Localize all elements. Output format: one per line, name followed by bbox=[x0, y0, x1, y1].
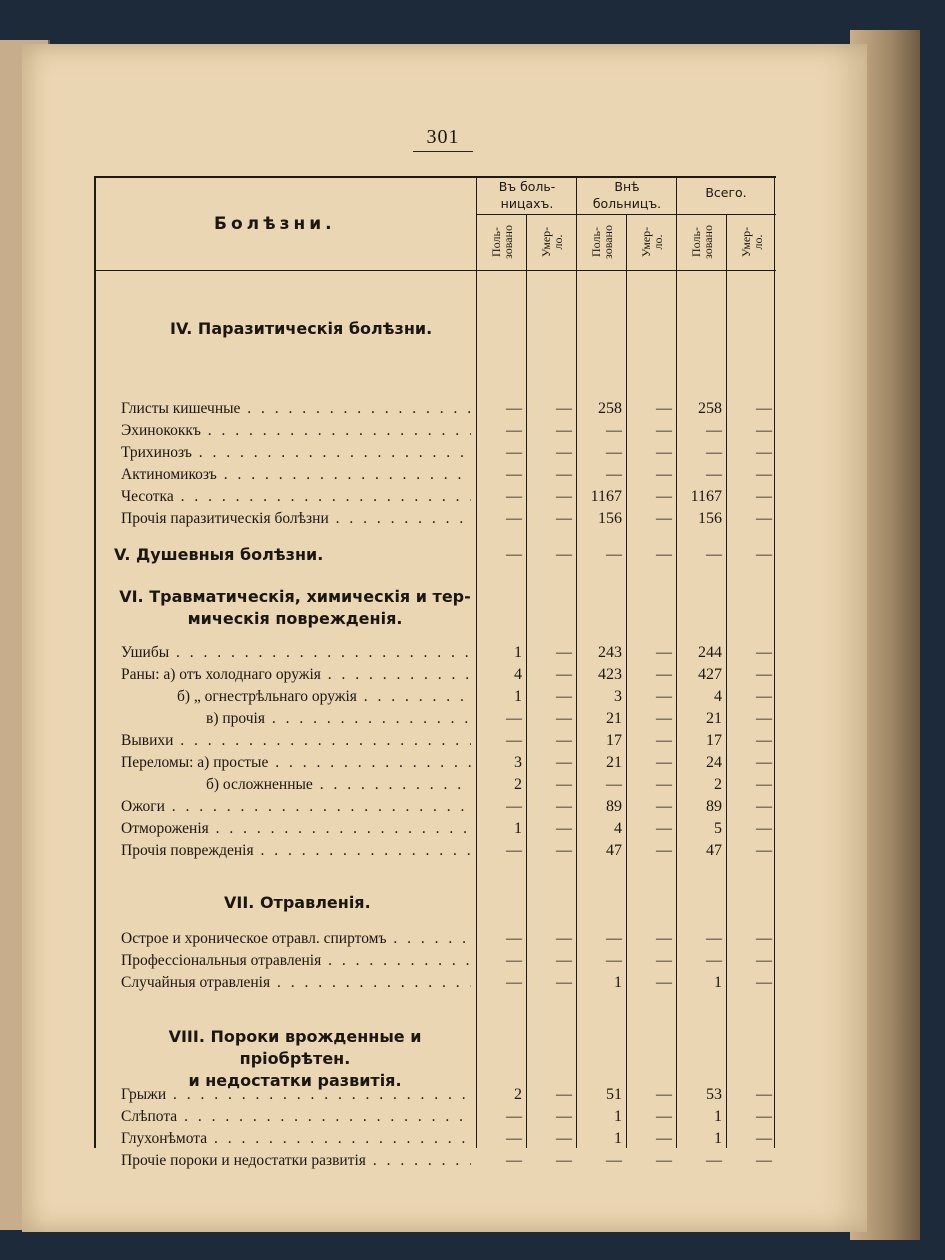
value-cell: — bbox=[556, 644, 572, 661]
value-cell: — bbox=[556, 1130, 572, 1147]
disease-label: Случайныя отравленія . . . bbox=[121, 972, 471, 994]
table-row bbox=[94, 950, 776, 972]
value-cell: 1 bbox=[614, 974, 622, 991]
value-cell: — bbox=[706, 546, 722, 563]
disease-label: Прочіе пороки и недостатки развитія . . . bbox=[121, 1150, 471, 1172]
page-number: 301 bbox=[413, 126, 473, 152]
value-cell: — bbox=[506, 546, 522, 563]
value-cell: — bbox=[506, 1130, 522, 1147]
value-cell: 89 bbox=[706, 798, 722, 815]
value-cell: — bbox=[756, 546, 772, 563]
value-cell: — bbox=[756, 644, 772, 661]
value-cell: 1 bbox=[714, 1108, 722, 1125]
disease-label: Эхинококкъ . . . bbox=[121, 420, 471, 442]
value-cell: — bbox=[556, 798, 572, 815]
value-cell: — bbox=[656, 422, 672, 439]
value-cell: — bbox=[556, 776, 572, 793]
table-row bbox=[94, 972, 776, 994]
value-cell: — bbox=[756, 422, 772, 439]
value-cell: — bbox=[606, 1152, 622, 1169]
disease-label: б) „ огнестрѣльнаго оружія . . . bbox=[177, 686, 471, 708]
disease-label: Ожоги . . . bbox=[121, 796, 471, 818]
value-cell: — bbox=[756, 842, 772, 859]
value-cell: 423 bbox=[598, 666, 622, 683]
value-cell: — bbox=[556, 466, 572, 483]
value-cell: — bbox=[556, 1108, 572, 1125]
value-cell: — bbox=[756, 444, 772, 461]
value-cell: — bbox=[556, 488, 572, 505]
value-cell: — bbox=[506, 710, 522, 727]
value-cell: — bbox=[556, 510, 572, 527]
section-heading: IV. Паразитическія болѣзни. bbox=[170, 319, 433, 338]
value-cell: — bbox=[506, 798, 522, 815]
disease-label: Глухонѣмота . . . bbox=[121, 1128, 471, 1150]
value-cell: — bbox=[656, 488, 672, 505]
value-cell: — bbox=[506, 974, 522, 991]
value-cell: — bbox=[656, 400, 672, 417]
value-cell: — bbox=[706, 422, 722, 439]
value-cell: 24 bbox=[706, 754, 722, 771]
value-cell: — bbox=[506, 444, 522, 461]
value-cell: — bbox=[656, 1108, 672, 1125]
table-row bbox=[94, 796, 776, 818]
value-cell: 2 bbox=[514, 776, 522, 793]
section-heading bbox=[114, 1026, 476, 1092]
value-cell: 21 bbox=[706, 710, 722, 727]
value-cell: — bbox=[756, 1086, 772, 1103]
value-cell: 156 bbox=[698, 510, 722, 527]
treated-subheader: Поль- зовано bbox=[589, 225, 615, 259]
value-cell: — bbox=[656, 798, 672, 815]
value-cell: 2 bbox=[514, 1086, 522, 1103]
value-cell: 1 bbox=[514, 820, 522, 837]
value-cell: — bbox=[556, 546, 572, 563]
value-cell: — bbox=[606, 952, 622, 969]
value-cell: 1 bbox=[614, 1130, 622, 1147]
section-heading-line1: VIII. Пороки врожденные и пріобрѣтен. bbox=[168, 1027, 422, 1068]
value-cell: — bbox=[506, 466, 522, 483]
table-row bbox=[94, 730, 776, 752]
table-row bbox=[94, 818, 776, 840]
value-cell: 21 bbox=[606, 710, 622, 727]
value-cell: — bbox=[706, 952, 722, 969]
value-cell: — bbox=[756, 488, 772, 505]
value-cell: 89 bbox=[606, 798, 622, 815]
value-cell: — bbox=[756, 400, 772, 417]
section-heading-line2: мическія поврежденія. bbox=[187, 609, 403, 628]
value-cell: — bbox=[756, 688, 772, 705]
table-row bbox=[94, 774, 776, 796]
value-cell: 53 bbox=[706, 1086, 722, 1103]
disease-label: в) прочія . . . bbox=[206, 708, 471, 730]
value-cell: — bbox=[606, 444, 622, 461]
value-cell: 47 bbox=[706, 842, 722, 859]
value-cell: 1 bbox=[714, 974, 722, 991]
value-cell: — bbox=[756, 732, 772, 749]
died-subheader: Умер- ло. bbox=[539, 226, 565, 258]
disease-label: Переломы: а) простые . . . bbox=[121, 752, 471, 774]
disease-label: Ушибы . . . bbox=[121, 642, 471, 664]
value-cell: — bbox=[706, 444, 722, 461]
disease-label: Актиномикозъ . . . bbox=[121, 464, 471, 486]
table-row bbox=[94, 420, 776, 442]
value-cell: — bbox=[556, 400, 572, 417]
value-cell: — bbox=[606, 422, 622, 439]
diseases-column-header: Болѣзни. bbox=[214, 214, 336, 234]
value-cell: — bbox=[606, 546, 622, 563]
value-cell: — bbox=[606, 466, 622, 483]
table-row bbox=[94, 1106, 776, 1128]
value-cell: 1 bbox=[514, 644, 522, 661]
value-cell: — bbox=[656, 546, 672, 563]
value-cell: — bbox=[606, 776, 622, 793]
value-cell: — bbox=[606, 930, 622, 947]
value-cell: — bbox=[506, 1108, 522, 1125]
value-cell: — bbox=[756, 510, 772, 527]
value-cell: — bbox=[656, 974, 672, 991]
treated-subheader: Поль- зовано bbox=[689, 225, 715, 259]
value-cell: — bbox=[556, 952, 572, 969]
disease-label: Острое и хроническое отравл. спиртомъ . . . bbox=[121, 928, 471, 950]
value-cell: — bbox=[656, 510, 672, 527]
value-cell: 1 bbox=[514, 688, 522, 705]
value-cell: — bbox=[556, 930, 572, 947]
value-cell: — bbox=[556, 666, 572, 683]
value-cell: 1 bbox=[714, 1130, 722, 1147]
value-cell: — bbox=[556, 1152, 572, 1169]
value-cell: — bbox=[556, 974, 572, 991]
value-cell: — bbox=[656, 776, 672, 793]
value-cell: — bbox=[556, 754, 572, 771]
value-cell: — bbox=[706, 1152, 722, 1169]
value-cell: — bbox=[506, 952, 522, 969]
in-hospitals-header: Въ боль- ницахъ. bbox=[498, 179, 556, 211]
table-row bbox=[94, 928, 776, 950]
table-row bbox=[94, 686, 776, 708]
disease-label: Раны: а) отъ холоднаго оружія . . . bbox=[121, 664, 471, 686]
value-cell: — bbox=[656, 1086, 672, 1103]
value-cell: 17 bbox=[606, 732, 622, 749]
value-cell: — bbox=[506, 488, 522, 505]
value-cell: — bbox=[656, 842, 672, 859]
value-cell: — bbox=[506, 510, 522, 527]
value-cell: — bbox=[556, 688, 572, 705]
disease-label: Профессіональныя отравленія . . . bbox=[121, 950, 471, 972]
book-page bbox=[22, 44, 867, 1232]
value-cell: 243 bbox=[598, 644, 622, 661]
section-heading bbox=[114, 586, 476, 630]
outside-hospitals-header: Внѣ больницъ. bbox=[592, 179, 662, 211]
value-cell: — bbox=[656, 1152, 672, 1169]
value-cell: — bbox=[556, 710, 572, 727]
table-row bbox=[94, 708, 776, 730]
value-cell: 258 bbox=[598, 400, 622, 417]
table-row bbox=[94, 752, 776, 774]
section-heading-line1: VI. Травматическія, химическія и тер- bbox=[119, 587, 471, 606]
value-cell: — bbox=[656, 710, 672, 727]
value-cell: 21 bbox=[606, 754, 622, 771]
value-cell: — bbox=[656, 754, 672, 771]
value-cell: — bbox=[756, 1108, 772, 1125]
disease-label: Слѣпота . . . bbox=[121, 1106, 471, 1128]
table-row bbox=[94, 1150, 776, 1172]
value-cell: — bbox=[556, 842, 572, 859]
died-subheader: Умер- ло. bbox=[739, 226, 765, 258]
section-heading: V. Душевныя болѣзни. bbox=[114, 545, 324, 564]
value-cell: — bbox=[756, 666, 772, 683]
value-cell: 1 bbox=[614, 1108, 622, 1125]
value-cell: 258 bbox=[698, 400, 722, 417]
value-cell: — bbox=[656, 732, 672, 749]
value-cell: — bbox=[756, 466, 772, 483]
total-header: Всего. bbox=[705, 185, 747, 200]
value-cell: — bbox=[756, 974, 772, 991]
value-cell: 2 bbox=[714, 776, 722, 793]
value-cell: 4 bbox=[614, 820, 622, 837]
value-cell: 5 bbox=[714, 820, 722, 837]
value-cell: — bbox=[656, 444, 672, 461]
value-cell: 3 bbox=[614, 688, 622, 705]
value-cell: 3 bbox=[514, 754, 522, 771]
value-cell: 156 bbox=[598, 510, 622, 527]
value-cell: — bbox=[656, 930, 672, 947]
died-subheader: Умер- ло. bbox=[639, 226, 665, 258]
table-row bbox=[94, 840, 776, 862]
table-row bbox=[94, 442, 776, 464]
value-cell: — bbox=[556, 732, 572, 749]
statistics-table bbox=[94, 176, 776, 1169]
value-cell: 4 bbox=[514, 666, 522, 683]
value-cell: — bbox=[756, 930, 772, 947]
value-cell: — bbox=[756, 776, 772, 793]
section-heading: VII. Отравленія. bbox=[224, 893, 371, 912]
disease-label: Грыжи . . . bbox=[121, 1084, 471, 1106]
value-cell: 51 bbox=[606, 1086, 622, 1103]
table-row bbox=[94, 1128, 776, 1150]
table-row bbox=[94, 544, 776, 566]
header-bottom-rule bbox=[94, 270, 776, 271]
treated-subheader: Поль- зовано bbox=[489, 225, 515, 259]
value-cell: — bbox=[656, 466, 672, 483]
value-cell: 17 bbox=[706, 732, 722, 749]
disease-label: Прочія поврежденія . . . bbox=[121, 840, 471, 862]
table-row bbox=[94, 508, 776, 530]
value-cell: — bbox=[656, 644, 672, 661]
value-cell: — bbox=[556, 444, 572, 461]
value-cell: — bbox=[656, 820, 672, 837]
table-row bbox=[94, 1084, 776, 1106]
value-cell: 4 bbox=[714, 688, 722, 705]
value-cell: 1167 bbox=[690, 488, 722, 505]
value-cell: 427 bbox=[698, 666, 722, 683]
disease-label: Прочія паразитическія болѣзни . . . bbox=[121, 508, 471, 530]
value-cell: — bbox=[506, 930, 522, 947]
table-row bbox=[94, 398, 776, 420]
value-cell: — bbox=[706, 930, 722, 947]
value-cell: — bbox=[506, 400, 522, 417]
value-cell: — bbox=[756, 1152, 772, 1169]
value-cell: — bbox=[656, 952, 672, 969]
disease-label: Глисты кишечные . . . bbox=[121, 398, 471, 420]
value-cell: 244 bbox=[698, 644, 722, 661]
value-cell: — bbox=[506, 732, 522, 749]
value-cell: — bbox=[756, 1130, 772, 1147]
value-cell: 47 bbox=[606, 842, 622, 859]
value-cell: — bbox=[506, 1152, 522, 1169]
value-cell: — bbox=[506, 422, 522, 439]
disease-label: Трихинозъ . . . bbox=[121, 442, 471, 464]
value-cell: — bbox=[656, 1130, 672, 1147]
table-row bbox=[94, 642, 776, 664]
section-heading-line2: и недостатки развитія. bbox=[188, 1071, 402, 1090]
value-cell: — bbox=[556, 422, 572, 439]
value-cell: — bbox=[556, 1086, 572, 1103]
disease-label: б) осложненные . . . bbox=[206, 774, 471, 796]
disease-label: Вывихи . . . bbox=[121, 730, 471, 752]
value-cell: — bbox=[756, 820, 772, 837]
value-cell: — bbox=[756, 754, 772, 771]
table-row bbox=[94, 664, 776, 686]
value-cell: — bbox=[706, 466, 722, 483]
value-cell: — bbox=[556, 820, 572, 837]
table-row bbox=[94, 486, 776, 508]
value-cell: — bbox=[756, 952, 772, 969]
value-cell: — bbox=[756, 710, 772, 727]
table-row bbox=[94, 464, 776, 486]
value-cell: — bbox=[656, 688, 672, 705]
disease-label: Чесотка . . . bbox=[121, 486, 471, 508]
disease-label: Отмороженія . . . bbox=[121, 818, 471, 840]
value-cell: 1167 bbox=[590, 488, 622, 505]
value-cell: — bbox=[756, 798, 772, 815]
value-cell: — bbox=[656, 666, 672, 683]
value-cell: — bbox=[506, 842, 522, 859]
